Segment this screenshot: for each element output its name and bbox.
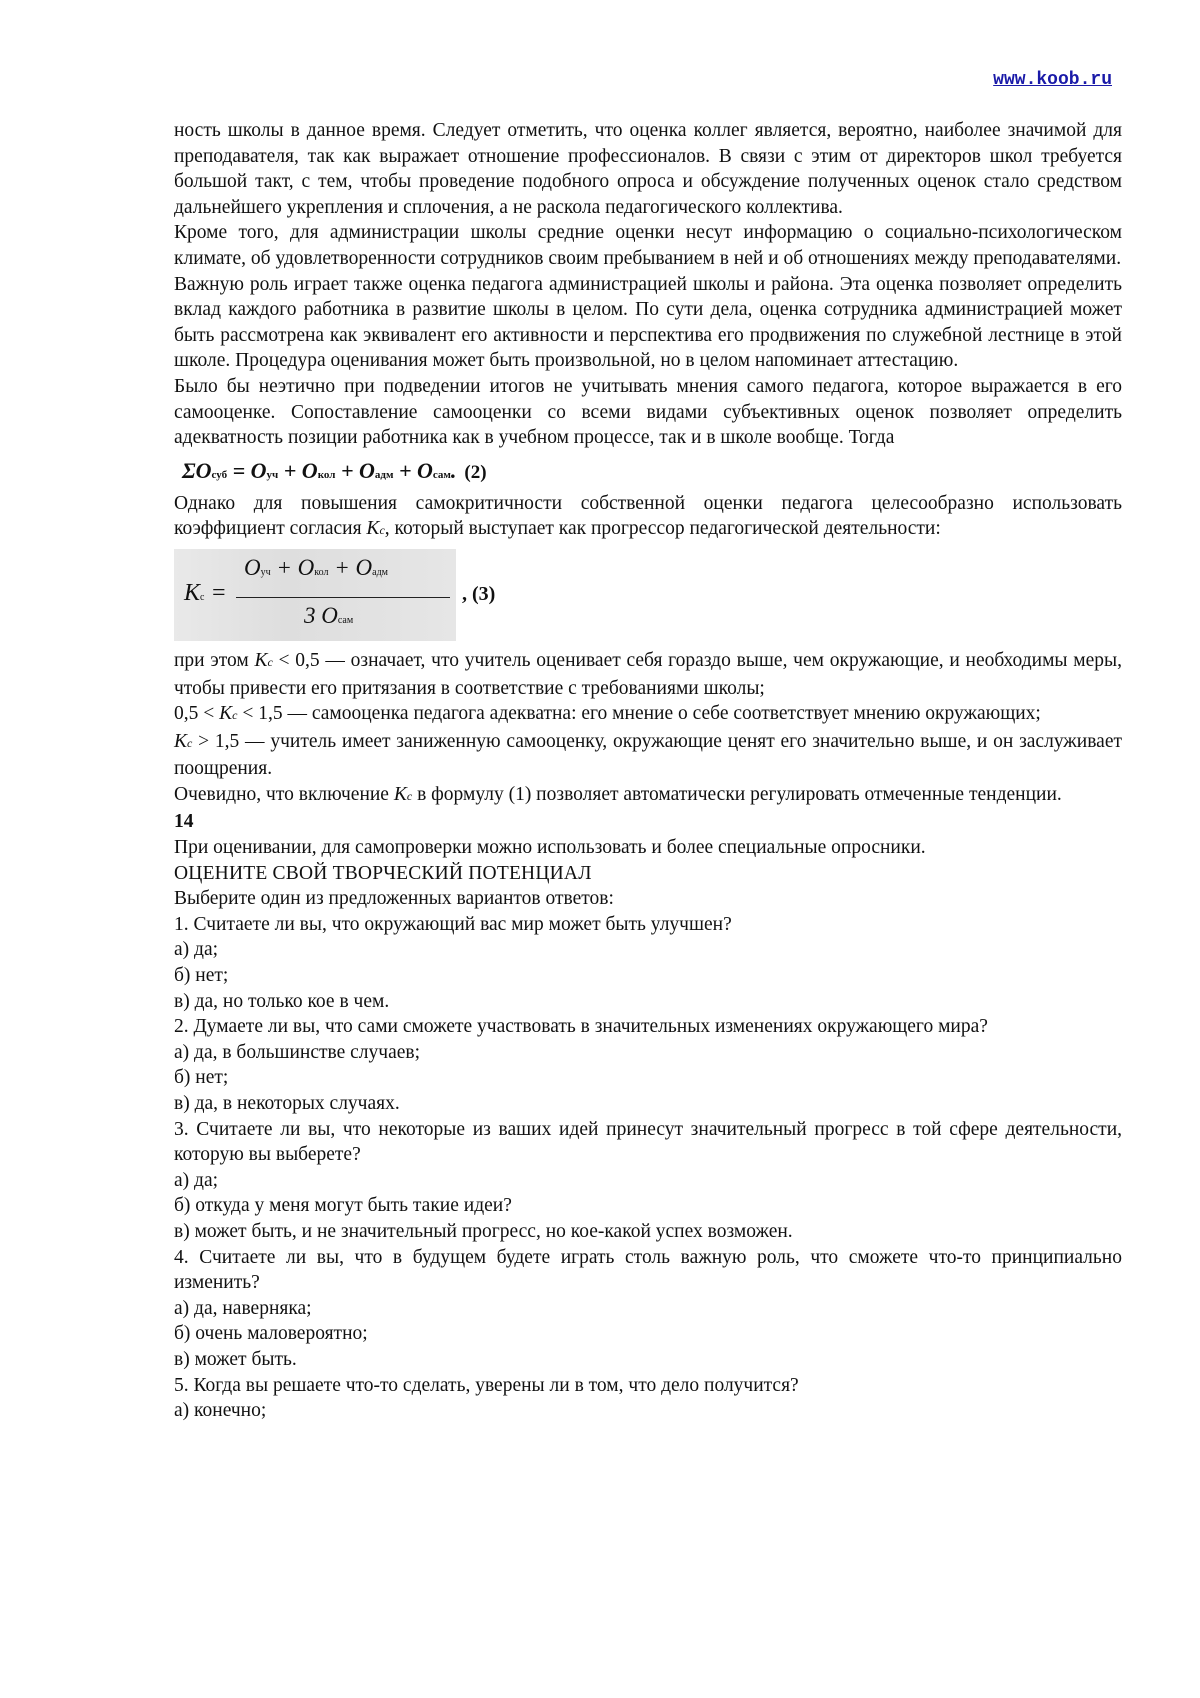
answer-option: б) нет; [174,1067,229,1089]
answer-option: в) может быть. [174,1348,297,1370]
paragraph-3: Важную роль играет также оценка педагога администрацией школы и района. Эта оценка позволяет определить вклад каждого работника в развитие школы в целом. По сути дела, оценка сотрудника администрацией может быть рассмотрена как эквивалент его активности и перспектива его продвижения по служебной лестнице в этой школе. Процедура оценивания может быть произвольной, но в целом напоминает аттестацию. [174,273,1122,372]
answer-option: б) откуда у меня могут быть такие идеи? [174,1195,512,1217]
question-list [174,912,1122,1424]
answer-option: а) да, в большинстве случаев; [174,1041,421,1063]
answer-option: б) нет; [174,965,229,987]
answer-option: в) может быть, и не значительный прогресс, но кое-какой успех возможен. [174,1220,793,1242]
question-text: 2. Думаете ли вы, что сами сможете участвовать в значительных изменениях окружающего мира? [174,1016,988,1038]
quiz-instruction: Выберите один из предложенных вариантов ответов: [174,888,614,910]
formula-3 [174,548,1122,642]
answer-option: а) конечно; [174,1400,267,1422]
page-number: 14 [174,811,194,833]
answer-option: б) очень маловероятно; [174,1323,368,1345]
paragraph-2: Кроме того, для администрации школы средние оценки несут информацию о социально-психологическом климате, об удовлетворенности сотрудников своим пребыванием в ней и об отношениях между преподавателями. [174,222,1122,269]
answer-option: в) да, в некоторых случаях. [174,1093,400,1114]
intro-text: При оценивании, для самопроверки можно использовать и более специальные опросники. [174,837,926,859]
formula-2-number: (2) [464,461,487,483]
question-4 [174,1245,1122,1373]
formula-3-number: , (3) [462,583,496,606]
paragraph-9: Очевидно, что включение Kc в формулу (1) позволяет автоматически регулировать отмеченные тенденции. [174,783,1062,805]
formula-3-image: Kc = Oуч + Oкол + Oадм 3 Oсам [174,549,456,641]
paragraph-8: Kc > 1,5 — учитель имеет заниженную самооценку, окружающие ценят его значительно выше, и он заслуживает поощрения. [174,730,1122,780]
question-3 [174,1117,1122,1245]
formula-2: ΣOсуб = Oуч + Oкол + Oадм + Oсам. (2) [182,457,487,483]
question-text: 3. Считаете ли вы, что некоторые из ваших идей принесут значительный прогресс в той сфере деятельности, которую вы выберете? [174,1118,1122,1166]
question-text: 4. Считаете ли вы, что в будущем будете играть столь важную роль, что сможете что-то принципиально изменить? [174,1246,1122,1294]
question-1 [174,912,1122,1014]
answer-option: а) да; [174,1169,219,1191]
answer-option: а) да; [174,939,219,961]
site-link[interactable]: www.koob.ru [993,70,1112,90]
answer-option: в) да, но только кое в чем. [174,990,390,1012]
question-5 [174,1373,1122,1424]
question-text: 1. Считаете ли вы, что окружающий вас мир может быть улучшен? [174,913,732,935]
answer-option: а) да, наверняка; [174,1297,312,1319]
question-2 [174,1014,1122,1116]
quiz-title: ОЦЕНИТЕ СВОЙ ТВОРЧЕСКИЙ ПОТЕНЦИАЛ [174,862,592,884]
paragraph-6: при этом Kc < 0,5 — означает, что учитель оценивает себя гораздо выше, чем окружающие, и необходимы меры, чтобы привести его притязания в соответствие с требованиями школы; [174,649,1122,699]
paragraph-5: Однако для повышения самокритичности собственной оценки педагога целесообразно использовать коэффициент согласия Kc, который выступает как прогрессор педагогической деятельности: [174,492,1122,540]
paragraph-4: Было бы неэтично при подведении итогов не учитывать мнения самого педагога, которое выражается в его самооценке. Сопоставление самооценки со всеми видами субъективных оценок позволяет определить адекватность позиции работника как в учебном процессе, так и в школе вообще. Тогда [174,375,1122,449]
page-content [174,118,1122,1424]
paragraph-7: 0,5 < Kc < 1,5 — самооценка педагога адекватна: его мнение о себе соответствует мнению окружающих; [174,703,1041,725]
paragraph-1: ность школы в данное время. Следует отметить, что оценка коллег является, вероятно, наиболее значимой для преподавателя, так как выражает отношение профессионалов. В связи с этим от директоров школ требуется большой такт, с тем, чтобы проведение подобного опроса и обсуждение полученных оценок стало средством дальнейшего укрепления и сплочения, а не раскола педагогического коллектива. [174,120,1122,218]
question-text: 5. Когда вы решаете что-то сделать, уверены ли в том, что дело получится? [174,1374,799,1396]
